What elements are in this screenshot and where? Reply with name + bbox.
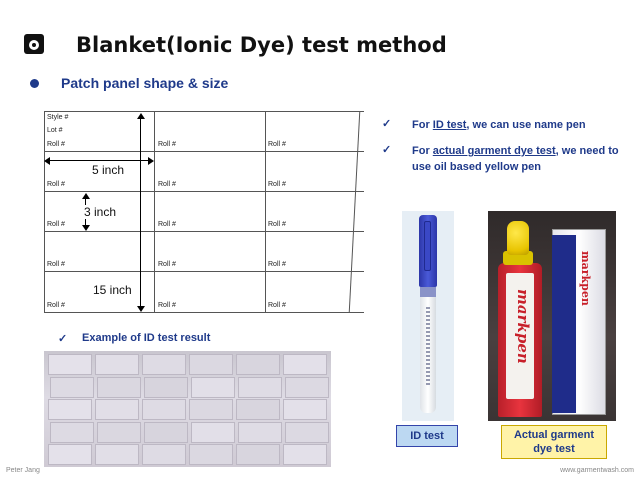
roll-label: Roll # — [47, 221, 65, 228]
section-subtitle: Patch panel shape & size — [61, 75, 229, 91]
id-test-result-photo — [44, 351, 331, 467]
fabric-patch — [283, 399, 327, 420]
arrowhead-icon — [44, 157, 50, 165]
yellow-markpen-icon — [488, 211, 616, 421]
roll-label: Roll # — [158, 141, 176, 148]
fabric-patch — [189, 399, 233, 420]
length-arrow — [140, 117, 141, 309]
roll-label: Roll # — [158, 181, 176, 188]
grid-line — [44, 271, 364, 272]
roll-label: Roll # — [47, 261, 65, 268]
patch-panel-grid — [44, 111, 364, 313]
roll-label: Roll # — [158, 261, 176, 268]
length-dimension: 15 inch — [93, 283, 132, 297]
caption-garment-test: Actual garment dye test — [501, 425, 607, 459]
checkmark-icon: ✓ — [58, 333, 68, 345]
checkmark-icon: ✓ — [382, 118, 392, 130]
footer-author: Peter Jang — [6, 467, 40, 474]
roll-label: Roll # — [268, 181, 286, 188]
lot-label: Lot # — [47, 127, 63, 134]
fabric-patch — [285, 377, 329, 398]
grid-line — [265, 111, 266, 313]
fabric-patch — [191, 377, 235, 398]
fabric-patch — [142, 399, 186, 420]
fabric-patch — [95, 354, 139, 375]
checkmark-icon: ✓ — [382, 144, 392, 156]
fabric-patch — [189, 444, 233, 465]
height-dimension: 3 inch — [84, 205, 117, 219]
fabric-patch — [189, 354, 233, 375]
grid-line — [44, 312, 364, 313]
fabric-patch — [144, 422, 188, 443]
grid-line — [349, 111, 361, 313]
caption-id-test: ID test — [396, 425, 458, 447]
fabric-patch — [238, 422, 282, 443]
slide-title: Blanket(Ionic Dye) test method — [76, 33, 447, 57]
fabric-patch — [283, 354, 327, 375]
markpen-brand-text: markpen — [579, 251, 592, 306]
note-link: ID test — [432, 119, 467, 131]
fabric-patch — [236, 354, 280, 375]
roll-label: Roll # — [268, 261, 286, 268]
grid-line — [44, 231, 364, 232]
fabric-patch — [238, 377, 282, 398]
roll-label: Roll # — [47, 141, 65, 148]
arrowhead-icon — [137, 113, 145, 119]
arrowhead-icon — [82, 225, 90, 231]
fabric-patch — [95, 399, 139, 420]
fabric-patch — [48, 354, 92, 375]
blue-name-pen-icon — [402, 211, 454, 421]
width-arrow — [48, 160, 150, 161]
roll-label: Roll # — [47, 302, 65, 309]
width-dimension: 5 inch — [92, 163, 125, 177]
grid-line — [44, 151, 364, 152]
roll-label: Roll # — [47, 181, 65, 188]
fabric-patch — [48, 444, 92, 465]
fabric-patch — [50, 422, 94, 443]
note-id-test: For ID test, we can use name pen — [412, 119, 586, 131]
fabric-patch — [285, 422, 329, 443]
bullet-icon — [30, 79, 39, 88]
fabric-patch — [283, 444, 327, 465]
note-link: actual garment dye test — [432, 145, 556, 157]
fabric-patch — [144, 377, 188, 398]
roll-label: Roll # — [268, 141, 286, 148]
fabric-patch — [142, 354, 186, 375]
fabric-patch — [142, 444, 186, 465]
arrowhead-icon — [137, 306, 145, 312]
fabric-patch — [236, 444, 280, 465]
grid-line — [44, 191, 364, 192]
footer-url: www.garmentwash.com — [560, 467, 634, 474]
arrowhead-icon — [148, 157, 154, 165]
roll-label: Roll # — [268, 302, 286, 309]
roll-label: Roll # — [268, 221, 286, 228]
fabric-patch — [48, 399, 92, 420]
grid-line — [154, 111, 155, 313]
fabric-patch — [97, 422, 141, 443]
note-garment-test: For actual garment dye test, we need to use oil based yellow pen — [412, 145, 619, 173]
style-label: Style # — [47, 114, 69, 121]
roll-label: Roll # — [158, 221, 176, 228]
fabric-patch — [236, 399, 280, 420]
grid-line — [44, 111, 364, 112]
example-label: Example of ID test result — [82, 332, 211, 344]
arrowhead-icon — [82, 193, 90, 199]
fabric-patch — [95, 444, 139, 465]
grid-line — [44, 111, 45, 313]
fabric-patch — [191, 422, 235, 443]
roll-label: Roll # — [158, 302, 176, 309]
fabric-patch — [50, 377, 94, 398]
washing-machine-icon — [24, 34, 44, 54]
markpen-brand-text: markpen — [514, 289, 532, 364]
fabric-patch — [97, 377, 141, 398]
